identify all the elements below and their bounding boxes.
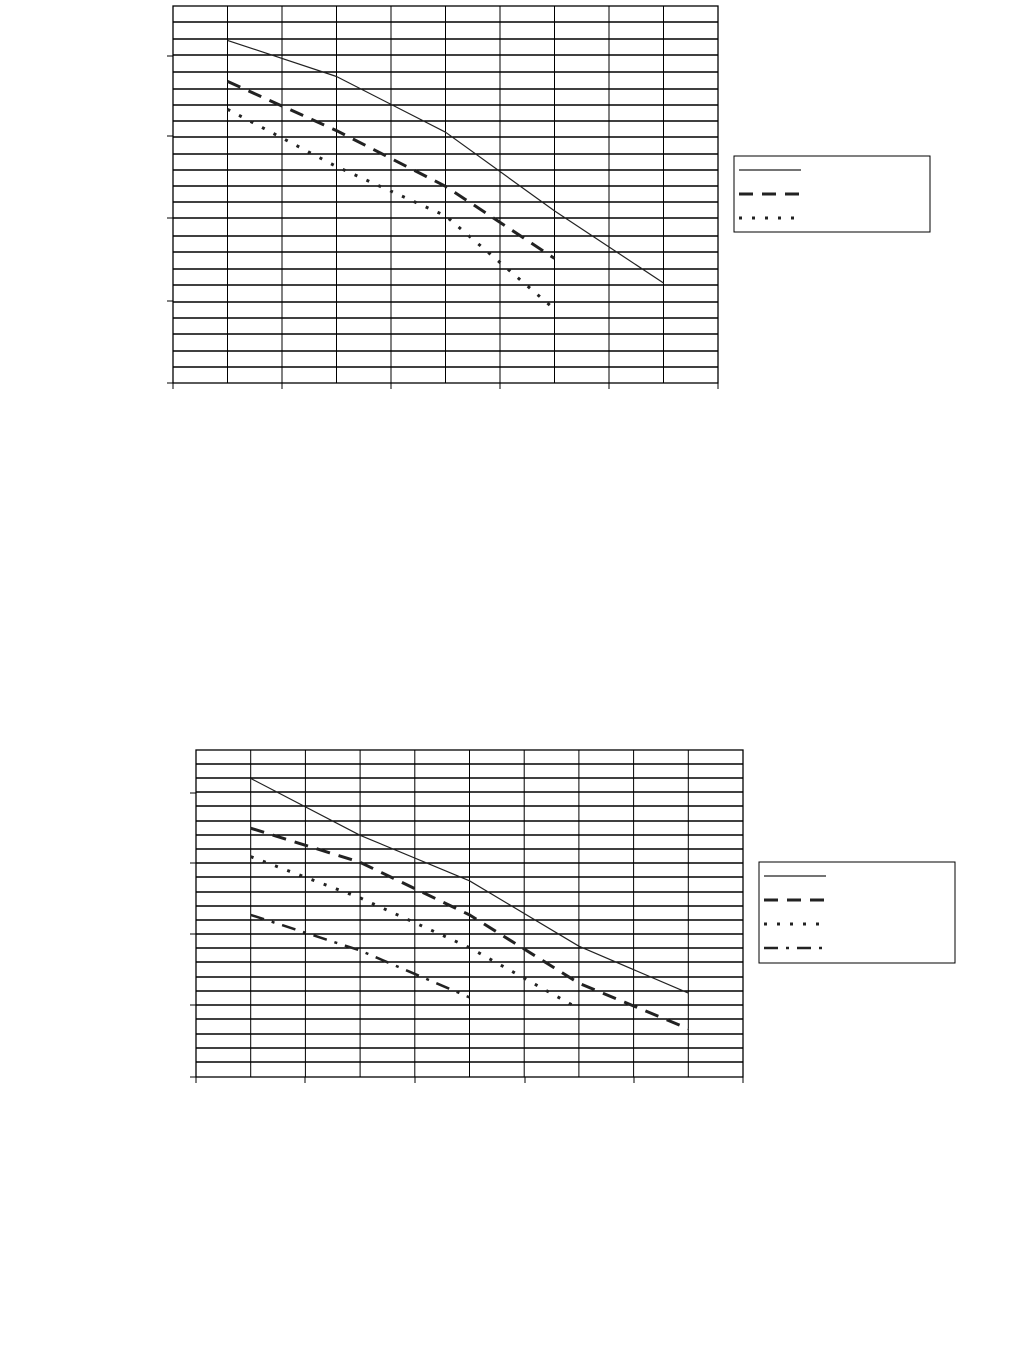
chart-top-canvas (0, 0, 1035, 400)
chart-bottom (0, 740, 1035, 1090)
chart-top (0, 0, 1035, 400)
chart-bottom-canvas (0, 740, 1035, 1090)
